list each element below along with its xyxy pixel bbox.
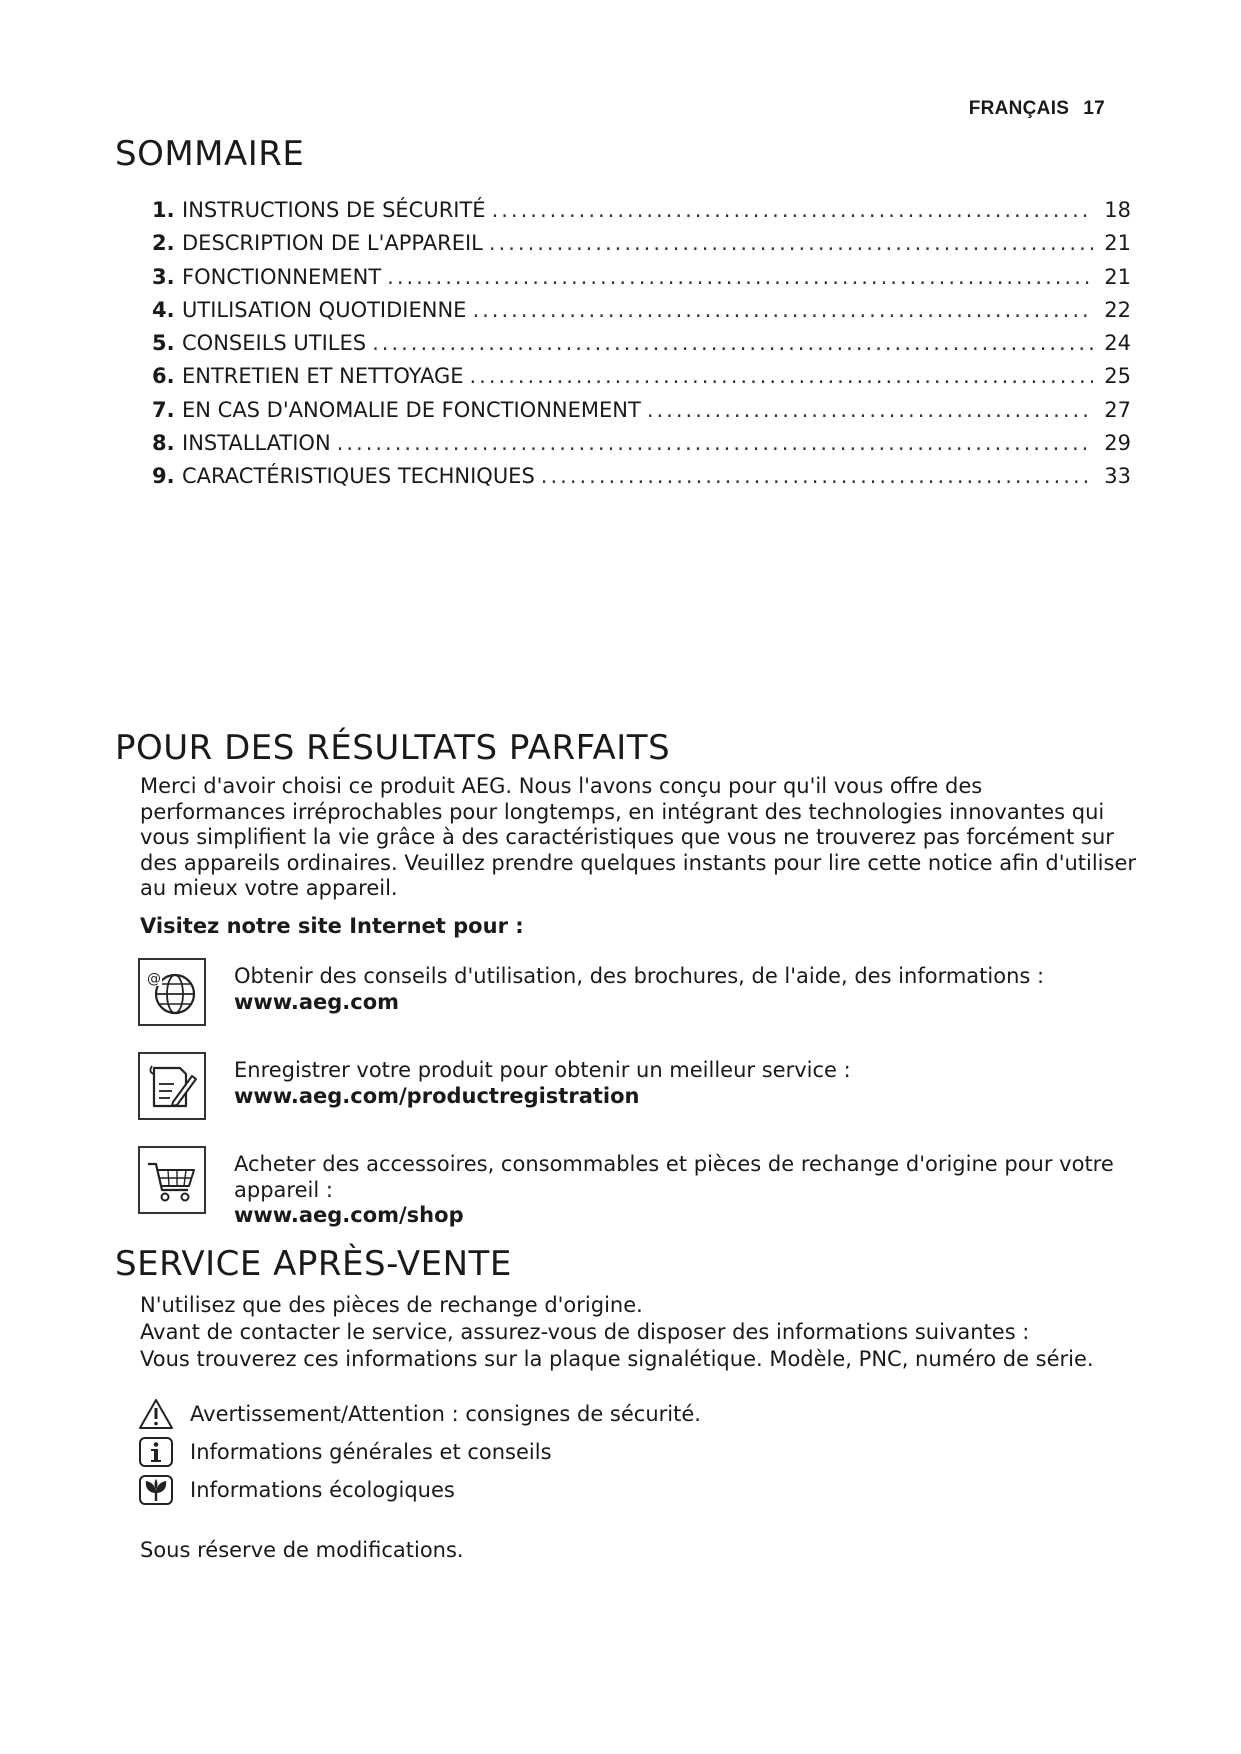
toc-number: 9. xyxy=(152,464,175,489)
toc-entry[interactable] xyxy=(152,331,1131,364)
toc-title: EN CAS D'ANOMALIE DE FONCTIONNEMENT xyxy=(182,397,641,422)
service-line: Vous trouverez ces informations sur la plaque signalétique. Modèle, PNC, numéro de série. xyxy=(140,1347,1094,1371)
toc-entry[interactable] xyxy=(152,198,1131,231)
web-item-description: Obtenir des conseils d'utilisation, des brochures, de l'aide, des informations : xyxy=(234,964,1045,988)
web-item-text xyxy=(234,1058,1114,1109)
toc-number: 7. xyxy=(152,397,175,422)
toc-leader xyxy=(470,364,1094,388)
toc-title: INSTALLATION xyxy=(182,431,331,456)
toc-title: INSTRUCTIONS DE SÉCURITÉ xyxy=(182,198,486,222)
service-line: Avant de contacter le service, assurez-vous de disposer des informations suivantes : xyxy=(140,1320,1030,1344)
web-item xyxy=(138,1146,1138,1236)
toc-page: 29 xyxy=(1104,431,1131,456)
toc-leader xyxy=(492,198,1093,222)
toc-leader xyxy=(387,265,1093,289)
service-line: N'utilisez que des pièces de rechange d'origine. xyxy=(140,1293,643,1317)
web-item-text xyxy=(234,964,1114,1015)
toc-leader xyxy=(337,431,1093,455)
toc-number: 6. xyxy=(152,364,175,389)
legend-item xyxy=(138,1398,838,1430)
toc-title: ENTRETIEN ET NETTOYAGE xyxy=(182,364,464,389)
toc-entry[interactable] xyxy=(152,431,1131,464)
toc-entry[interactable] xyxy=(152,231,1131,264)
info-icon xyxy=(138,1436,174,1468)
toc-leader xyxy=(541,464,1093,488)
visit-label: Visitez notre site Internet pour : xyxy=(140,914,524,938)
toc-page: 33 xyxy=(1104,464,1131,489)
intro-line: au mieux votre appareil. xyxy=(140,876,398,900)
legend-label: Informations écologiques xyxy=(190,1478,455,1502)
product-registration-link[interactable]: www.aeg.com/productregistration xyxy=(234,1083,640,1108)
toc-title: UTILISATION QUOTIDIENNE xyxy=(182,297,467,322)
shop-link[interactable]: www.aeg.com/shop xyxy=(234,1203,464,1227)
toc-leader xyxy=(372,331,1093,355)
toc-number: 3. xyxy=(152,264,175,289)
toc-entry[interactable] xyxy=(152,265,1131,298)
intro-line: performances irréprochables pour longtemps, en intégrant des technologies innovantes qui xyxy=(140,799,1105,824)
toc-leader xyxy=(647,398,1093,422)
toc-number: 5. xyxy=(152,331,175,356)
toc-leader xyxy=(489,231,1093,255)
toc-number: 2. xyxy=(152,231,175,256)
results-title: POUR DES RÉSULTATS PARFAITS xyxy=(115,728,671,768)
toc-leader xyxy=(472,298,1093,322)
toc-title: DESCRIPTION DE L'APPAREIL xyxy=(182,231,483,256)
toc-page: 25 xyxy=(1104,364,1131,389)
toc-title: CARACTÉRISTIQUES TECHNIQUES xyxy=(182,464,535,489)
footer-note: Sous réserve de modifications. xyxy=(140,1538,464,1562)
toc-entry[interactable] xyxy=(152,464,1131,497)
legend-label: Informations générales et conseils xyxy=(190,1440,552,1464)
toc-page: 21 xyxy=(1104,231,1131,256)
toc-number: 4. xyxy=(152,297,175,322)
intro-line: des appareils ordinaires. Veuillez prendre quelques instants pour lire cette notice afin d'utiliser xyxy=(140,850,1137,875)
summary-title: SOMMAIRE xyxy=(115,134,305,174)
language-label: FRANÇAIS xyxy=(968,98,1070,119)
web-item xyxy=(138,958,1138,1028)
toc-entry[interactable] xyxy=(152,298,1131,331)
toc-entry[interactable] xyxy=(152,398,1131,431)
globe-at-icon xyxy=(138,958,206,1026)
legend-label: Avertissement/Attention : consignes de sécurité. xyxy=(190,1402,701,1426)
toc-number: 8. xyxy=(152,431,175,456)
web-item-text xyxy=(234,1152,1114,1229)
aeg-website-link[interactable]: www.aeg.com xyxy=(234,989,400,1014)
warning-triangle-icon xyxy=(138,1398,174,1430)
toc-page: 22 xyxy=(1104,297,1131,322)
toc-page: 21 xyxy=(1104,264,1131,289)
toc-number: 1. xyxy=(152,198,175,222)
web-item-description: Acheter des accessoires, consommables et pièces de rechange d'origine pour votre xyxy=(234,1152,1114,1176)
svg-text:@: @ xyxy=(147,971,161,987)
service-text xyxy=(140,1292,1094,1373)
legend-item xyxy=(138,1436,838,1468)
toc-entry[interactable] xyxy=(152,364,1131,397)
page-number: 17 xyxy=(1083,98,1105,119)
toc-page: 27 xyxy=(1104,397,1131,422)
web-item xyxy=(138,1052,1138,1122)
ecology-icon xyxy=(138,1474,174,1506)
table-of-contents xyxy=(152,198,1131,498)
web-item-description: appareil : xyxy=(234,1177,333,1202)
toc-page: 18 xyxy=(1104,198,1131,222)
toc-page: 24 xyxy=(1104,331,1131,356)
intro-line: Merci d'avoir choisi ce produit AEG. Nous l'avons conçu pour qu'il vous offre des xyxy=(140,774,983,798)
shopping-cart-icon xyxy=(138,1146,206,1214)
web-item-description: Enregistrer votre produit pour obtenir un meilleur service : xyxy=(234,1058,851,1082)
page-header xyxy=(969,98,1105,120)
legend-item xyxy=(138,1474,838,1506)
toc-title: CONSEILS UTILES xyxy=(182,331,367,356)
service-title: SERVICE APRÈS-VENTE xyxy=(115,1244,512,1284)
intro-paragraph xyxy=(140,774,1140,902)
toc-title: FONCTIONNEMENT xyxy=(182,264,382,289)
registration-form-icon xyxy=(138,1052,206,1120)
intro-line: vous simplifient la vie grâce à des caractéristiques que vous ne trouverez pas forcément sur xyxy=(140,825,1114,849)
